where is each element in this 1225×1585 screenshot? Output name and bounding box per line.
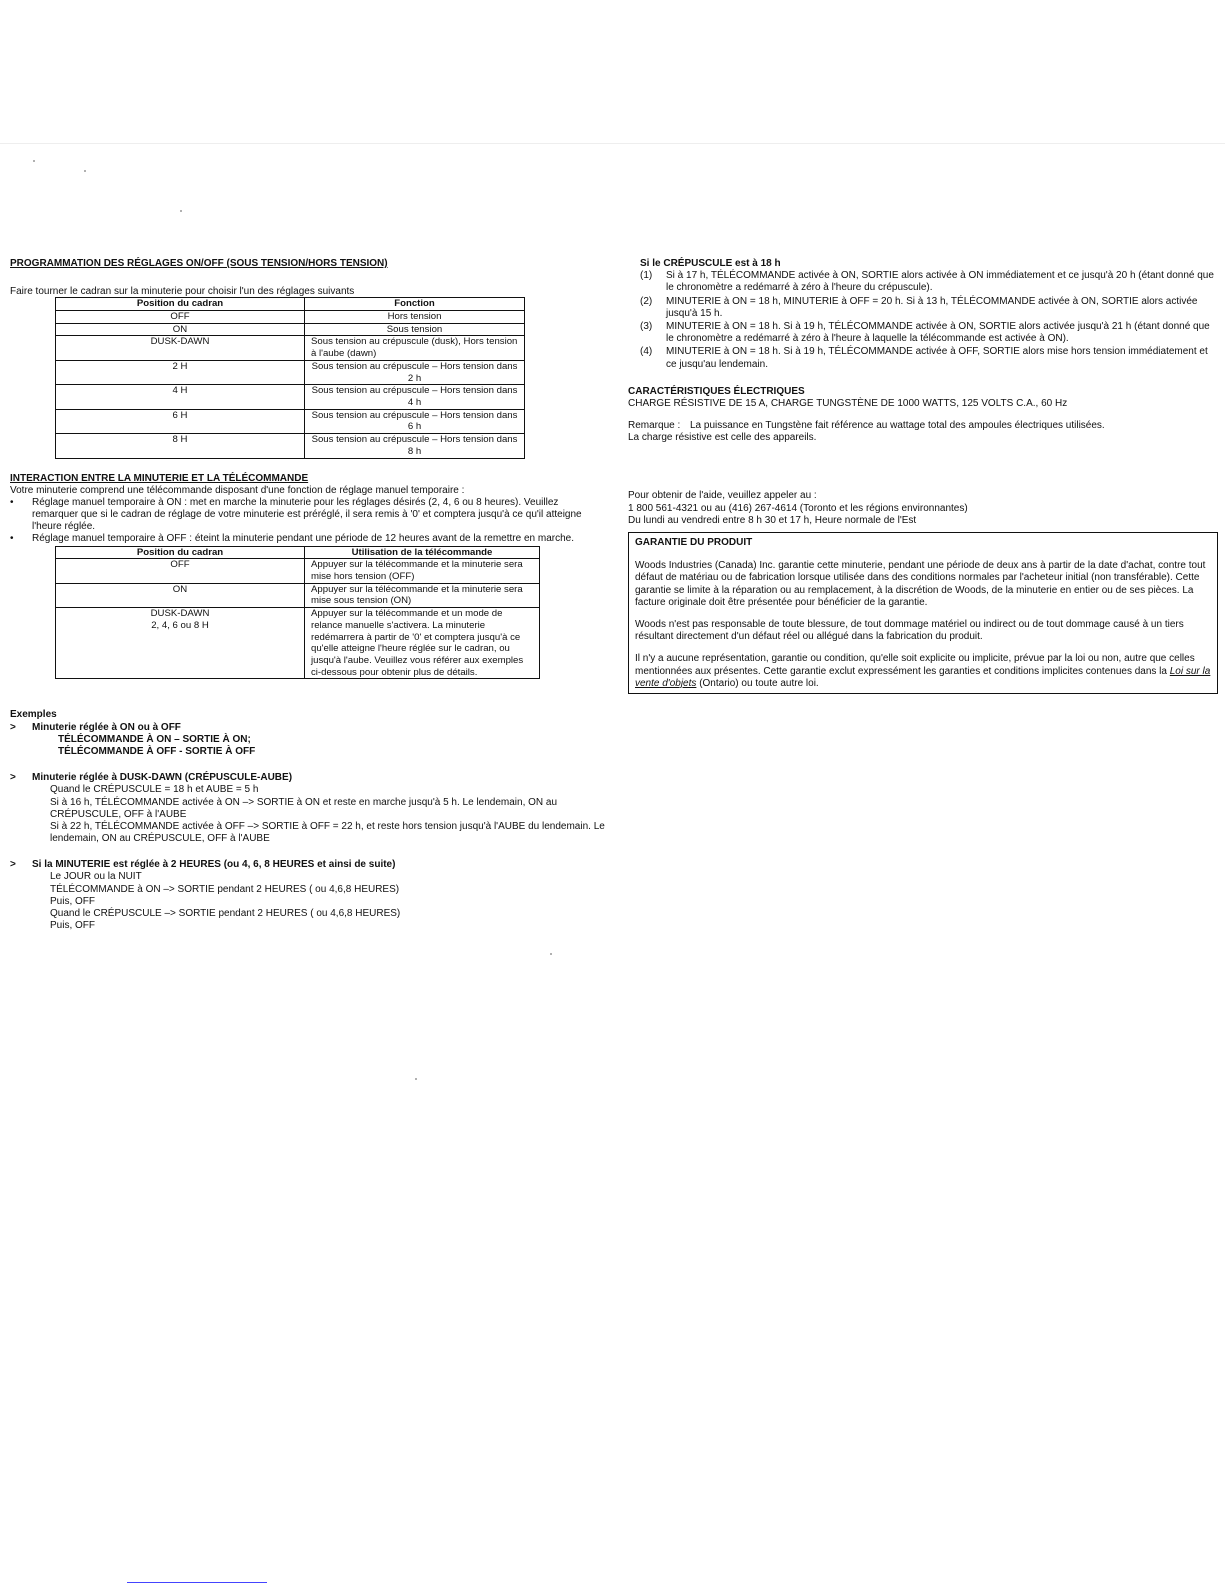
remark xyxy=(628,420,1110,432)
dial-position-cell: ON xyxy=(56,583,305,607)
item-text: MINUTERIE à ON = 18 h, MINUTERIE à OFF = 20 h. Si à 13 h, TÉLÉCOMMANDE activée à ON, SORTIE alors activée jusqu'à 15 h. xyxy=(666,295,1198,319)
example-line: Puis, OFF xyxy=(50,920,96,932)
dial-function-table xyxy=(55,297,525,458)
programming-title: PROGRAMMATION DES RÉGLAGES ON/OFF (SOUS TENSION/HORS TENSION) xyxy=(10,258,388,269)
example-heading: > Minuterie réglée à DUSK-DAWN (CRÉPUSCULE-AUBE) xyxy=(10,772,610,784)
function-cell: Sous tension xyxy=(305,323,525,336)
scan-speck xyxy=(84,170,86,172)
function-cell: Sous tension au crépuscule – Hors tension dans 8 h xyxy=(305,434,525,458)
dial-position-cell: ON xyxy=(56,323,305,336)
column-header: Position du cadran xyxy=(56,298,305,311)
law-title: Loi sur la vente d'objets xyxy=(635,665,1211,689)
table-row xyxy=(56,385,525,409)
function-cell: Hors tension xyxy=(305,311,525,324)
function-cell: Sous tension au crépuscule – Hors tension dans 6 h xyxy=(305,409,525,433)
remark-label: Remarque : xyxy=(628,420,681,432)
electrical-title: CARACTÉRISTIQUES ÉLECTRIQUES xyxy=(628,385,805,397)
programming-intro: Faire tourner le cadran sur la minuterie pour choisir l'un des réglages suivants xyxy=(10,286,355,298)
left-column xyxy=(10,258,610,932)
warranty-paragraph xyxy=(635,653,1211,690)
dial-position-cell: 6 H xyxy=(56,409,305,433)
dial-position-cell: 8 H xyxy=(56,434,305,458)
example-line: Puis, OFF xyxy=(50,895,96,907)
example-line: Quand le CRÉPUSCULE = 18 h et AUBE = 5 h xyxy=(50,784,259,796)
table-row xyxy=(56,583,540,607)
dial-position-cell: DUSK-DAWN 2, 4, 6 ou 8 H xyxy=(56,608,305,679)
electrical-specs: CHARGE RÉSISTIVE DE 15 A, CHARGE TUNGSTÈNE DE 1000 WATTS, 125 VOLTS C.A., 60 Hz xyxy=(628,397,1068,409)
warranty-title: GARANTIE DU PRODUIT xyxy=(635,537,753,548)
warranty-paragraph: Woods n'est pas responsable de toute blessure, de tout dommage matériel ou indirect ou de tout dommage causé à un tiers résultant directement d'un défaut réel ou allégué dans la fabrication du produit. xyxy=(635,618,1184,643)
function-cell: Sous tension au crépuscule (dusk), Hors tension à l'aube (dawn) xyxy=(305,336,525,360)
list-item xyxy=(640,270,1218,294)
column-header: Position du cadran xyxy=(56,546,305,559)
example-line: Le JOUR ou la NUIT xyxy=(50,871,142,883)
dial-position-cell: 2 H xyxy=(56,360,305,384)
list-item: • Réglage manuel temporaire à ON : met en marche la minuterie pour les réglages désirés (2, 4, 6 ou 8 heures). Veuillez remarquer que si le cadran de réglage de votre minuterie est préréglé, il sera remis à '0' et comptera jusqu'à ce qu'il atteigne l'heure réglée. xyxy=(10,497,600,534)
example-line: Quand le CRÉPUSCULE –> SORTIE pendant 2 HEURES ( ou 4,6,8 HEURES) xyxy=(50,908,401,919)
scan-speck xyxy=(550,953,552,955)
table-row xyxy=(56,323,525,336)
remote-usage-cell: Appuyer sur la télécommande et un mode de relance manuelle s'activera. La minuterie redémarrera à partir de '0' et comptera jusqu'à ce qu'elle atteigne l'heure réglée sur le cadran, ou jusqu'à l'aube. Veuillez vous référer aux exemples ci-dessous pour obtenir plus de détails. xyxy=(305,608,540,679)
table-row xyxy=(56,336,525,360)
function-cell: Sous tension au crépuscule – Hors tension dans 4 h xyxy=(305,385,525,409)
remote-usage-table xyxy=(55,546,540,680)
remote-usage-cell: Appuyer sur la télécommande et la minuterie sera mise sous tension (ON) xyxy=(305,583,540,607)
item-number: (1) xyxy=(640,270,653,282)
table-row xyxy=(56,409,525,433)
warranty-paragraph: Woods Industries (Canada) Inc. garantie cette minuterie, pendant une période de deux ans à partir de la date d'achat, contre tout défaut de matériau ou de fabrication lorsque utilisée dans des conditions normales par l'acheteur initial (non transférable). Cette garantie se limite à la réparation ou au remplacement, à la discrétion de Woods, de la minuterie en entier ou de ses pièces. La facture originale doit être présentée pour bénéficier de la garantie. xyxy=(635,560,1206,608)
example-line: TÉLÉCOMMANDE à ON –> SORTIE pendant 2 HEURES ( ou 4,6,8 HEURES) xyxy=(50,883,400,895)
manual-override-list xyxy=(10,497,600,546)
function-cell: Sous tension au crépuscule – Hors tension dans 2 h xyxy=(305,360,525,384)
item-text: Si à 17 h, TÉLÉCOMMANDE activée à ON, SORTIE alors activée à ON immédiatement et ce jusqu'à 20 h (étant donné que le chronomètre a redémarré à zéro à l'heure du crépuscule). xyxy=(666,270,1214,294)
table-header-row xyxy=(56,546,540,559)
bottom-edge-mark xyxy=(127,1582,267,1583)
page-top-edge xyxy=(0,143,1225,144)
scan-speck xyxy=(180,210,182,212)
interaction-intro: Votre minuterie comprend une télécommande disposant d'une fonction de réglage manuel temporaire : xyxy=(10,484,465,496)
table-row xyxy=(56,434,525,458)
scan-speck xyxy=(415,1078,417,1080)
warranty-text: (Ontario) ou toute autre loi. xyxy=(699,677,819,689)
example-line: Si à 22 h, TÉLÉCOMMANDE activée à OFF –> SORTIE à OFF = 22 h, et reste hors tension jusqu'à l'AUBE du lendemain. Le lendemain, ON au CRÉPUSCULE, OFF à l'AUBE xyxy=(50,820,605,845)
table-row xyxy=(56,608,540,679)
example-heading: > Minuterie réglée à ON ou à OFF xyxy=(10,722,610,734)
remark-text: La puissance en Tungstène fait référence au wattage total des ampoules électriques utilisées. xyxy=(690,420,1105,432)
example-line: TÉLÉCOMMANDE À ON – SORTIE À ON; xyxy=(58,733,251,745)
list-item xyxy=(640,296,1218,320)
dusk-example-list xyxy=(628,270,1218,371)
help-line: Pour obtenir de l'aide, veuillez appeler au : xyxy=(628,490,817,502)
column-header: Fonction xyxy=(305,298,525,311)
list-item: • Réglage manuel temporaire à OFF : éteint la minuterie pendant une période de 12 heures avant de la remettre en marche. xyxy=(10,533,600,545)
warranty-box xyxy=(628,532,1218,694)
list-item xyxy=(640,346,1218,370)
item-number: (4) xyxy=(640,346,653,358)
table-row xyxy=(56,311,525,324)
dial-position-cell: OFF xyxy=(56,311,305,324)
dusk-example-title: Si le CRÉPUSCULE est à 18 h xyxy=(640,258,781,269)
list-item xyxy=(640,321,1218,345)
table-header-row xyxy=(56,298,525,311)
dial-position-cell: 4 H xyxy=(56,385,305,409)
example-line: TÉLÉCOMMANDE À OFF - SORTIE À OFF xyxy=(58,745,256,757)
table-row xyxy=(56,360,525,384)
examples-title: Exemples xyxy=(10,709,57,721)
right-column xyxy=(628,258,1218,694)
item-number: (3) xyxy=(640,320,653,332)
table-row xyxy=(56,559,540,583)
help-hours: Du lundi au vendredi entre 8 h 30 et 17 h, Heure normale de l'Est xyxy=(628,514,917,526)
column-header: Utilisation de la télécommande xyxy=(305,546,540,559)
example-heading: > Si la MINUTERIE est réglée à 2 HEURES (ou 4, 6, 8 HEURES et ainsi de suite) xyxy=(10,859,610,871)
remote-usage-cell: Appuyer sur la télécommande et la minuterie sera mise hors tension (OFF) xyxy=(305,559,540,583)
help-phone: 1 800 561-4321 ou au (416) 267-4614 (Toronto et les régions environnantes) xyxy=(628,502,968,514)
interaction-title: INTERACTION ENTRE LA MINUTERIE ET LA TÉLÉCOMMANDE xyxy=(10,472,309,484)
item-text: MINUTERIE à ON = 18 h. Si à 19 h, TÉLÉCOMMANDE activée à ON, SORTIE alors activée jusqu'à 21 h (étant donné que le chronomètre a redémarré à zéro à l'heure à laquelle la télécommande est activée à ON). xyxy=(666,320,1210,345)
scan-speck xyxy=(33,160,35,162)
dial-position-cell: OFF xyxy=(56,559,305,583)
resistive-note: La charge résistive est celle des appareils. xyxy=(628,432,817,444)
example-line: Si à 16 h, TÉLÉCOMMANDE activée à ON –> SORTIE à ON et reste en marche jusqu'à 5 h. Le lendemain, ON au CRÉPUSCULE, OFF à l'AUBE xyxy=(50,796,558,820)
warranty-text: Il n'y a aucune représentation, garantie ou condition, qu'elle soit explicite ou implicite, prévue par la loi ou non, autre que celles mentionnées aux présentes. Cette garantie exclut expressément les garanties et conditions implicites contenues dans la xyxy=(635,653,1195,677)
item-text: MINUTERIE à ON = 18 h. Si à 19 h, TÉLÉCOMMANDE activée à OFF, SORTIE alors mise hors tension immédiatement et ce jusqu'au lendemain. xyxy=(666,346,1208,370)
dial-position-cell: DUSK-DAWN xyxy=(56,336,305,360)
item-number: (2) xyxy=(640,295,653,307)
